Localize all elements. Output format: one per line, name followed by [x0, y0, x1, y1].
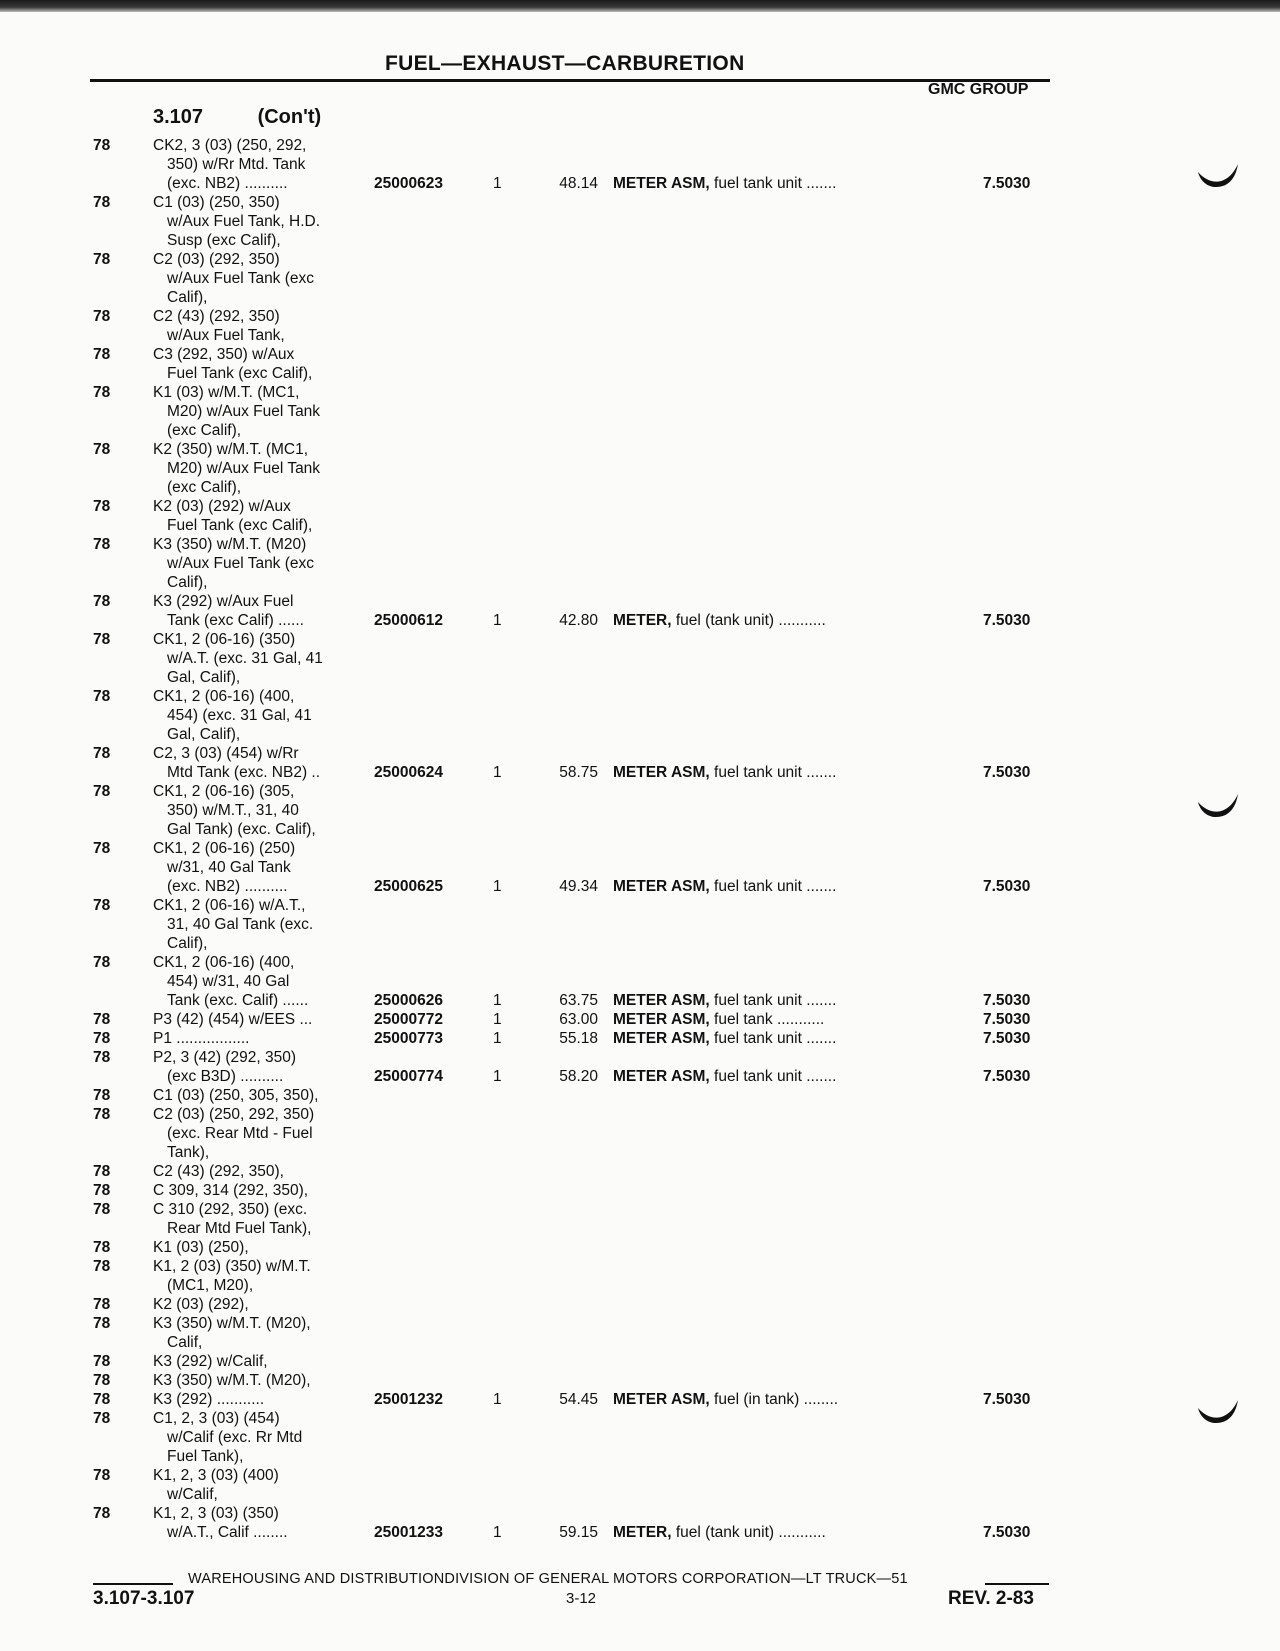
model-year: 78	[93, 1353, 111, 1370]
scan-top-edge	[0, 0, 1280, 12]
list-item	[0, 1504, 1280, 1542]
section-suffix: (Con't)	[257, 106, 322, 128]
quantity: 1	[493, 1391, 502, 1408]
part-description	[613, 174, 836, 193]
list-item	[0, 383, 1280, 440]
application-text: Gal Tank) (exc. Calif),	[167, 821, 316, 838]
page-number: 3-12	[566, 1590, 597, 1607]
application-text: C1 (03) (250, 305, 350),	[153, 1087, 319, 1104]
model-year: 78	[93, 745, 111, 762]
application-text: K3 (292) w/Calif,	[153, 1353, 268, 1370]
model-year: 78	[93, 840, 111, 857]
list-item	[0, 1352, 1280, 1371]
model-year: 78	[93, 1410, 111, 1427]
group-number: 7.5030	[983, 1011, 1031, 1028]
list-item	[0, 1390, 1280, 1409]
application-text: (exc. Rear Mtd - Fuel	[167, 1125, 313, 1142]
quantity: 1	[493, 175, 502, 192]
price: 49.34	[559, 878, 598, 895]
part-description	[613, 1390, 838, 1409]
list-item	[0, 535, 1280, 592]
price: 59.15	[559, 1524, 598, 1541]
group-number: 7.5030	[983, 1391, 1031, 1408]
group-number: 7.5030	[983, 992, 1031, 1009]
application-text: 31, 40 Gal Tank (exc.	[167, 916, 314, 933]
group-number: 7.5030	[983, 175, 1031, 192]
part-number: 25000612	[374, 612, 443, 629]
model-year: 78	[93, 536, 111, 553]
application-text: C1, 2, 3 (03) (454)	[153, 1410, 280, 1427]
part-detail: fuel tank unit .......	[709, 1068, 837, 1085]
part-detail: fuel tank unit .......	[709, 992, 837, 1009]
application-text: K1 (03) (250),	[153, 1239, 249, 1256]
application-text: Tank (exc Calif) ......	[167, 612, 304, 629]
application-text: K2 (350) w/M.T. (MC1,	[153, 441, 309, 458]
model-year: 78	[93, 1011, 111, 1028]
application-text: K2 (03) (292),	[153, 1296, 249, 1313]
application-text: C2 (03) (292, 350)	[153, 251, 280, 268]
application-text: CK1, 2 (06-16) (305,	[153, 783, 295, 800]
part-description	[613, 1029, 836, 1048]
model-year: 78	[93, 384, 111, 401]
application-text: Gal, Calif),	[167, 669, 241, 686]
part-number: 25001232	[374, 1391, 443, 1408]
application-text: Calif),	[167, 574, 208, 591]
application-text: w/31, 40 Gal Tank	[167, 859, 291, 876]
list-item	[0, 896, 1280, 953]
application-text: w/Aux Fuel Tank, H.D.	[167, 213, 321, 230]
part-number: 25000774	[374, 1068, 443, 1085]
application-text: C 309, 314 (292, 350),	[153, 1182, 309, 1199]
list-item	[0, 497, 1280, 535]
part-number: 25000626	[374, 992, 443, 1009]
model-year: 78	[93, 1201, 111, 1218]
application-text: (exc Calif),	[167, 422, 242, 439]
header-rule	[90, 79, 1050, 82]
list-item	[0, 1238, 1280, 1257]
price: 63.00	[559, 1011, 598, 1028]
application-text: (exc B3D) ..........	[167, 1068, 284, 1085]
list-item	[0, 1295, 1280, 1314]
group-number: 7.5030	[983, 764, 1031, 781]
list-item	[0, 630, 1280, 687]
application-text: 350) w/M.T., 31, 40	[167, 802, 299, 819]
price: 63.75	[559, 992, 598, 1009]
application-text: Gal, Calif),	[167, 726, 241, 743]
part-detail: fuel (in tank) ........	[709, 1391, 839, 1408]
application-text: K3 (292) ...........	[153, 1391, 265, 1408]
part-name: METER,	[613, 612, 672, 629]
list-item	[0, 953, 1280, 1010]
model-year: 78	[93, 1087, 111, 1104]
part-description	[613, 1067, 836, 1086]
quantity: 1	[493, 1011, 502, 1028]
part-name: METER ASM,	[613, 175, 710, 192]
revision: REV. 2-83	[948, 1588, 1034, 1609]
list-item	[0, 1162, 1280, 1181]
price: 58.75	[559, 764, 598, 781]
part-description	[613, 1523, 826, 1542]
model-year: 78	[93, 194, 111, 211]
part-detail: fuel tank unit .......	[709, 175, 837, 192]
application-text: Mtd Tank (exc. NB2) ..	[167, 764, 321, 781]
application-text: CK2, 3 (03) (250, 292,	[153, 137, 307, 154]
binder-mark-icon	[1196, 792, 1240, 818]
application-text: M20) w/Aux Fuel Tank	[167, 460, 321, 477]
part-detail: fuel tank ...........	[709, 1011, 825, 1028]
application-text: CK1, 2 (06-16) (400,	[153, 688, 295, 705]
list-item	[0, 1200, 1280, 1238]
section-heading	[153, 106, 321, 129]
footer-rule-right	[985, 1583, 1049, 1585]
application-text: CK1, 2 (06-16) (350)	[153, 631, 296, 648]
part-number: 25000623	[374, 175, 443, 192]
quantity: 1	[493, 1030, 502, 1047]
list-item	[0, 687, 1280, 744]
application-text: (exc Calif),	[167, 479, 242, 496]
group-number: 7.5030	[983, 1524, 1031, 1541]
model-year: 78	[93, 1467, 111, 1484]
application-text: Calif,	[167, 1334, 203, 1351]
application-text: Tank (exc. Calif) ......	[167, 992, 309, 1009]
price: 42.80	[559, 612, 598, 629]
application-text: K1 (03) w/M.T. (MC1,	[153, 384, 300, 401]
part-number: 25000772	[374, 1011, 443, 1028]
part-description	[613, 991, 836, 1010]
model-year: 78	[93, 688, 111, 705]
model-year: 78	[93, 251, 111, 268]
application-text: Fuel Tank (exc Calif),	[167, 365, 313, 382]
model-year: 78	[93, 954, 111, 971]
application-text: P2, 3 (42) (292, 350)	[153, 1049, 297, 1066]
binder-mark-icon	[1196, 1398, 1240, 1424]
part-description	[613, 877, 836, 896]
list-item	[0, 1105, 1280, 1162]
part-name: METER ASM,	[613, 1068, 710, 1085]
model-year: 78	[93, 1296, 111, 1313]
list-item	[0, 1371, 1280, 1390]
application-text: C2 (43) (292, 350)	[153, 308, 280, 325]
list-item	[0, 440, 1280, 497]
footer-range: 3.107-3.107	[93, 1588, 195, 1609]
list-item	[0, 345, 1280, 383]
model-year: 78	[93, 783, 111, 800]
application-text: Rear Mtd Fuel Tank),	[167, 1220, 312, 1237]
application-text: w/Calif,	[167, 1486, 218, 1503]
application-text: w/Aux Fuel Tank (exc	[167, 270, 315, 287]
quantity: 1	[493, 878, 502, 895]
quantity: 1	[493, 1068, 502, 1085]
footer-publisher: WAREHOUSING AND DISTRIBUTIONDIVISION OF GENERAL MOTORS CORPORATION—LT TRUCK—51	[188, 1571, 908, 1587]
part-detail: fuel tank unit .......	[709, 1030, 837, 1047]
part-number: 25001233	[374, 1524, 443, 1541]
application-text: w/Aux Fuel Tank,	[167, 327, 285, 344]
list-item	[0, 193, 1280, 250]
price: 54.45	[559, 1391, 598, 1408]
part-name: METER ASM,	[613, 878, 710, 895]
quantity: 1	[493, 992, 502, 1009]
application-text: w/A.T., Calif ........	[167, 1524, 288, 1541]
application-text: (exc. NB2) ..........	[167, 175, 288, 192]
part-name: METER ASM,	[613, 1011, 710, 1028]
group-number: 7.5030	[983, 612, 1031, 629]
application-text: Fuel Tank),	[167, 1448, 244, 1465]
list-item	[0, 1466, 1280, 1504]
application-text: K3 (350) w/M.T. (M20),	[153, 1315, 311, 1332]
part-name: METER,	[613, 1524, 672, 1541]
part-number: 25000773	[374, 1030, 443, 1047]
model-year: 78	[93, 1372, 111, 1389]
part-name: METER ASM,	[613, 992, 710, 1009]
application-text: Calif),	[167, 289, 208, 306]
application-text: K1, 2, 3 (03) (400)	[153, 1467, 279, 1484]
application-text: Fuel Tank (exc Calif),	[167, 517, 313, 534]
quantity: 1	[493, 764, 502, 781]
list-item	[0, 1181, 1280, 1200]
list-item	[0, 744, 1280, 782]
part-detail: fuel (tank unit) ...........	[671, 612, 826, 629]
part-description	[613, 611, 826, 630]
application-text: Susp (exc Calif),	[167, 232, 281, 249]
application-text: K2 (03) (292) w/Aux	[153, 498, 291, 515]
list-item	[0, 307, 1280, 345]
model-year: 78	[93, 593, 111, 610]
application-text: M20) w/Aux Fuel Tank	[167, 403, 321, 420]
model-year: 78	[93, 441, 111, 458]
application-text: K3 (350) w/M.T. (M20),	[153, 1372, 311, 1389]
list-item	[0, 1086, 1280, 1105]
model-year: 78	[93, 1315, 111, 1332]
model-year: 78	[93, 1505, 111, 1522]
list-item	[0, 592, 1280, 630]
application-text: P3 (42) (454) w/EES ...	[153, 1011, 313, 1028]
list-item	[0, 250, 1280, 307]
part-detail: fuel tank unit .......	[709, 764, 837, 781]
part-number: 25000624	[374, 764, 443, 781]
part-detail: fuel (tank unit) ...........	[671, 1524, 826, 1541]
model-year: 78	[93, 1391, 111, 1408]
application-text: K1, 2 (03) (350) w/M.T.	[153, 1258, 311, 1275]
section-number: 3.107	[153, 106, 204, 128]
group-number: 7.5030	[983, 1068, 1031, 1085]
application-text: K3 (292) w/Aux Fuel	[153, 593, 294, 610]
application-text: CK1, 2 (06-16) w/A.T.,	[153, 897, 306, 914]
part-name: METER ASM,	[613, 1391, 710, 1408]
application-text: w/Calif (exc. Rr Mtd	[167, 1429, 303, 1446]
binder-mark-icon	[1196, 162, 1240, 188]
application-text: C2 (03) (250, 292, 350)	[153, 1106, 315, 1123]
parts-list	[0, 136, 1280, 1542]
part-name: METER ASM,	[613, 764, 710, 781]
list-item	[0, 1314, 1280, 1352]
application-text: C3 (292, 350) w/Aux	[153, 346, 295, 363]
application-text: Calif),	[167, 935, 208, 952]
application-text: C1 (03) (250, 350)	[153, 194, 280, 211]
application-text: C2 (43) (292, 350),	[153, 1163, 284, 1180]
application-text: 454) (exc. 31 Gal, 41	[167, 707, 312, 724]
price: 48.14	[559, 175, 598, 192]
model-year: 78	[93, 498, 111, 515]
part-name: METER ASM,	[613, 1030, 710, 1047]
list-item	[0, 1257, 1280, 1295]
model-year: 78	[93, 1258, 111, 1275]
application-text: C2, 3 (03) (454) w/Rr	[153, 745, 299, 762]
application-text: w/Aux Fuel Tank (exc	[167, 555, 315, 572]
application-text: (exc. NB2) ..........	[167, 878, 288, 895]
model-year: 78	[93, 346, 111, 363]
model-year: 78	[93, 137, 111, 154]
model-year: 78	[93, 1163, 111, 1180]
application-text: CK1, 2 (06-16) (250)	[153, 840, 296, 857]
application-text: Tank),	[167, 1144, 210, 1161]
model-year: 78	[93, 631, 111, 648]
model-year: 78	[93, 1239, 111, 1256]
list-item	[0, 782, 1280, 839]
model-year: 78	[93, 1049, 111, 1066]
group-label: GMC GROUP	[928, 81, 1029, 98]
group-number: 7.5030	[983, 878, 1031, 895]
application-text: 350) w/Rr Mtd. Tank	[167, 156, 306, 173]
list-item	[0, 136, 1280, 193]
part-description	[613, 763, 836, 782]
part-number: 25000625	[374, 878, 443, 895]
quantity: 1	[493, 612, 502, 629]
application-text: w/A.T. (exc. 31 Gal, 41	[167, 650, 323, 667]
model-year: 78	[93, 1030, 111, 1047]
application-text: 454) w/31, 40 Gal	[167, 973, 290, 990]
group-number: 7.5030	[983, 1030, 1031, 1047]
application-text: K3 (350) w/M.T. (M20)	[153, 536, 307, 553]
model-year: 78	[93, 308, 111, 325]
list-item	[0, 1048, 1280, 1086]
part-description	[613, 1010, 824, 1029]
part-detail: fuel tank unit .......	[709, 878, 837, 895]
list-item	[0, 1409, 1280, 1466]
list-item	[0, 1029, 1280, 1048]
model-year: 78	[93, 1182, 111, 1199]
application-text: P1 .................	[153, 1030, 250, 1047]
list-item	[0, 1010, 1280, 1029]
model-year: 78	[93, 1106, 111, 1123]
application-text: CK1, 2 (06-16) (400,	[153, 954, 295, 971]
price: 55.18	[559, 1030, 598, 1047]
footer-rule-left	[93, 1583, 173, 1585]
quantity: 1	[493, 1524, 502, 1541]
page-title: FUEL—EXHAUST—CARBURETION	[385, 52, 745, 75]
application-text: (MC1, M20),	[167, 1277, 254, 1294]
list-item	[0, 839, 1280, 896]
application-text: K1, 2, 3 (03) (350)	[153, 1505, 279, 1522]
price: 58.20	[559, 1068, 598, 1085]
application-text: C 310 (292, 350) (exc.	[153, 1201, 308, 1218]
model-year: 78	[93, 897, 111, 914]
